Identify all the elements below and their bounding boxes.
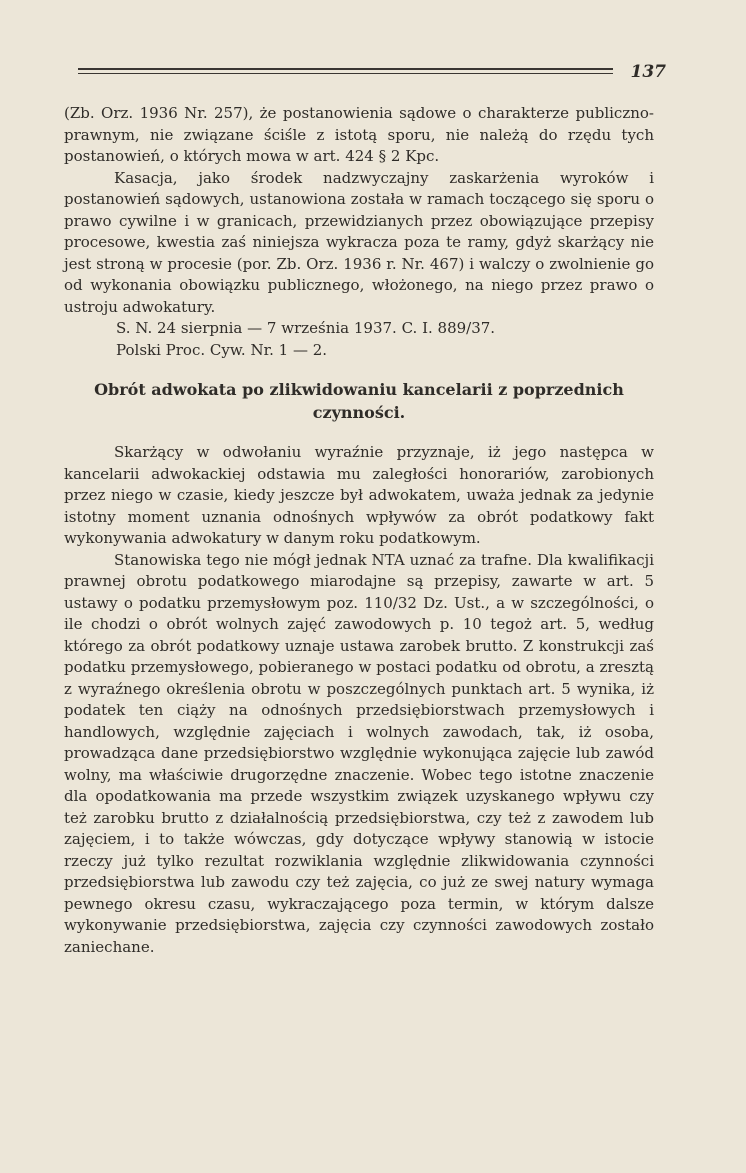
page-number: 137 <box>630 62 666 82</box>
section-heading: Obrót adwokata po zlikwidowaniu kancelarii z poprzednich czynności. <box>94 380 624 422</box>
paragraph-kasacja: Kasacja, jako środek nadzwyczajny zaskarżenia wyroków i postanowień sądowych, ustanowiona została w ramach toczącego się sporu o prawo cywilne i w granicach, przewidzianych przez obowiązujące przepisy procesowe, kwestia zaś niniejsza wykracza poza te ramy, gdyż skarżący nie jest stroną w procesie (por. Zb. Orz. 1936 r. Nr. 467) i walczy o zwolnienie go od wykonania obowiązku publicznego, włożonego, na niego przez prawo o ustroju adwokatury. <box>64 168 654 316</box>
page-header <box>78 62 666 86</box>
paragraph-skarzacy: Skarżący w odwołaniu wyraźnie przyznaje, iż jego następca w kancelarii adwokackiej odstawia mu zaległości honorariów, zarobionych przez niego w czasie, kiedy jeszcze był adwokatem, uważa jednak za jedynie istotny moment uznania odnośnych wpływów za obrót podatkowy fakt wykonywania adwokatury w danym roku podatkowym. <box>64 443 654 547</box>
page-body <box>64 103 654 958</box>
intro-paragraph: (Zb. Orz. 1936 Nr. 257), że postanowienia sądowe o charakterze publiczno-prawnym, nie związane ściśle z istotą sporu, nie należą do rzędu tych postanowień, o których mowa w art. 424 § 2 Kpc. <box>64 104 654 165</box>
paragraph-stanowiska: Stanowiska tego nie mógł jednak NTA uznać za trafne. Dla kwalifikacji prawnej obrotu podatkowego miarodajne są przepisy, zawarte w art. 5 ustawy o podatku przemysłowym poz. 110/32 Dz. Ust., a w szczególności, o ile chodzi o obrót wolnych zajęć zawodowych p. 10 tegoż art. 5, według którego za obrót podatkowy uznaje ustawa zarobek brutto. Z konstrukcji zaś podatku przemysłowego, pobieranego w postaci podatku od obrotu, a zresztą z wyraźnego określenia obrotu w poszczególnych punktach art. 5 wynika, iż podatek ten ciąży na odnośnych przedsiębiorstwach przemysłowych i handlowych, względnie zajęciach i wolnych zawodach, tak, iż osoba, prowadząca dane przedsiębiorstwo względnie wykonująca zajęcie lub zawód wolny, ma właściwie drugorzędne znaczenie. Wobec tego istotne znaczenie dla opodatkowania ma przede wszystkim związek uzyskanego wpływu czy też zarobku brutto z działalnością przedsiębiorstwa, czy też z zawodem lub zajęciem, i to także wówczas, gdy dotyczące wpływy stanowią w istocie rzeczy już tylko rezultat rozwiklania względnie zlikwidowania czynności przedsiębiorstwa lub zawodu czy też zajęcia, co już ze swej natury wymaga pewnego okresu czasu, wykraczającego poza termin, w którym dalsze wykonywanie przedsiębiorstwa, zajęcia czy czynności zawodowych zostało zaniechane. <box>64 550 654 956</box>
citation-journal: Polski Proc. Cyw. Nr. 1 — 2. <box>116 340 328 359</box>
citation-court: S. N. 24 sierpnia — 7 września 1937. C. I. 889/37. <box>116 319 496 337</box>
header-rule <box>78 68 613 74</box>
